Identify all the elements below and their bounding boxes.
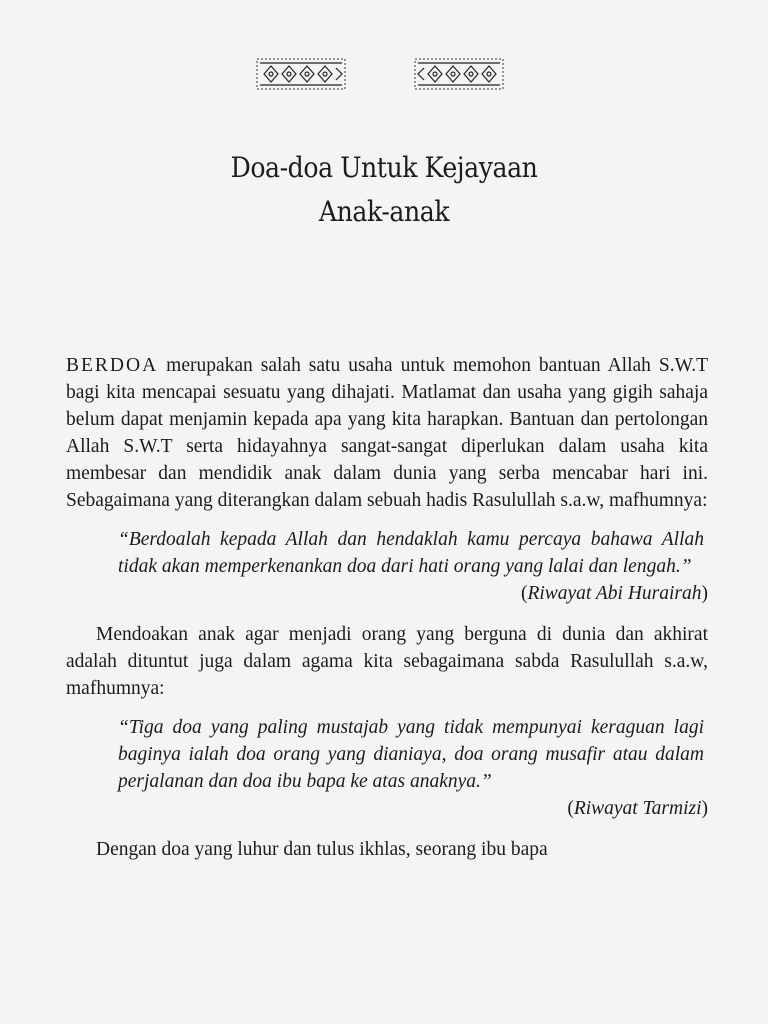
ornament-left-icon <box>256 58 346 90</box>
header-ornaments <box>0 58 768 92</box>
hadith-attribution-1: (Riwayat Abi Hurairah) <box>520 583 708 604</box>
paragraph-2: Mendoakan anak agar menjadi orang yang berguna di dunia dan akhirat adalah dituntut juga dalam agama kita sebagaimana sabda Rasulullah s.a.w, mafhumnya: <box>66 624 708 699</box>
title-line-2: Anak-anak <box>318 195 450 228</box>
title-line-1: Doa-doa Untuk Kejayaan <box>230 151 538 184</box>
page-title <box>38 146 729 234</box>
paragraph-3: Dengan doa yang luhur dan tulus ikhlas, seorang ibu bapa <box>96 839 548 860</box>
hadith-quote-1: “Berdoalah kepada Allah dan hendaklah kamu percaya bahawa Allah tidak akan memperkenankan doa dari hati orang yang lalai dan lengah.” <box>118 529 704 577</box>
hadith-attribution-2: (Riwayat Tarmizi) <box>567 798 708 819</box>
paragraph-lead-word: BERDOA <box>66 355 159 376</box>
hadith-quote-2: “Tiga doa yang paling mustajab yang tidak mempunyai keraguan lagi baginya ialah doa orang yang dianiaya, doa orang musafir atau dalam perjalanan dan doa ibu bapa ke atas anaknya.” <box>118 717 704 792</box>
paragraph-1 <box>66 352 708 514</box>
attribution-1-text: Riwayat Abi Hurairah <box>527 583 702 604</box>
attribution-2-text: Riwayat Tarmizi <box>573 798 702 819</box>
paragraph-1-text: merupakan salah satu usaha untuk memohon bantuan Allah S.W.T bagi kita mencapai sesuatu yang dihajati. Matlamat dan usaha yang gigih sahaja belum dapat menjamin kepada apa yang kita harapkan. Bantuan dan pertolongan Allah S.W.T serta hidayahnya sangat-sangat diperlukan dalam usaha kita membesar dan mendidik anak dalam dunia yang serba mencabar hari ini. Sebagaimana yang diterangkan dalam sebuah hadis Rasulullah s.a.w, mafhumnya: <box>66 355 708 511</box>
ornament-right-icon <box>414 58 504 90</box>
body-text <box>66 352 708 863</box>
